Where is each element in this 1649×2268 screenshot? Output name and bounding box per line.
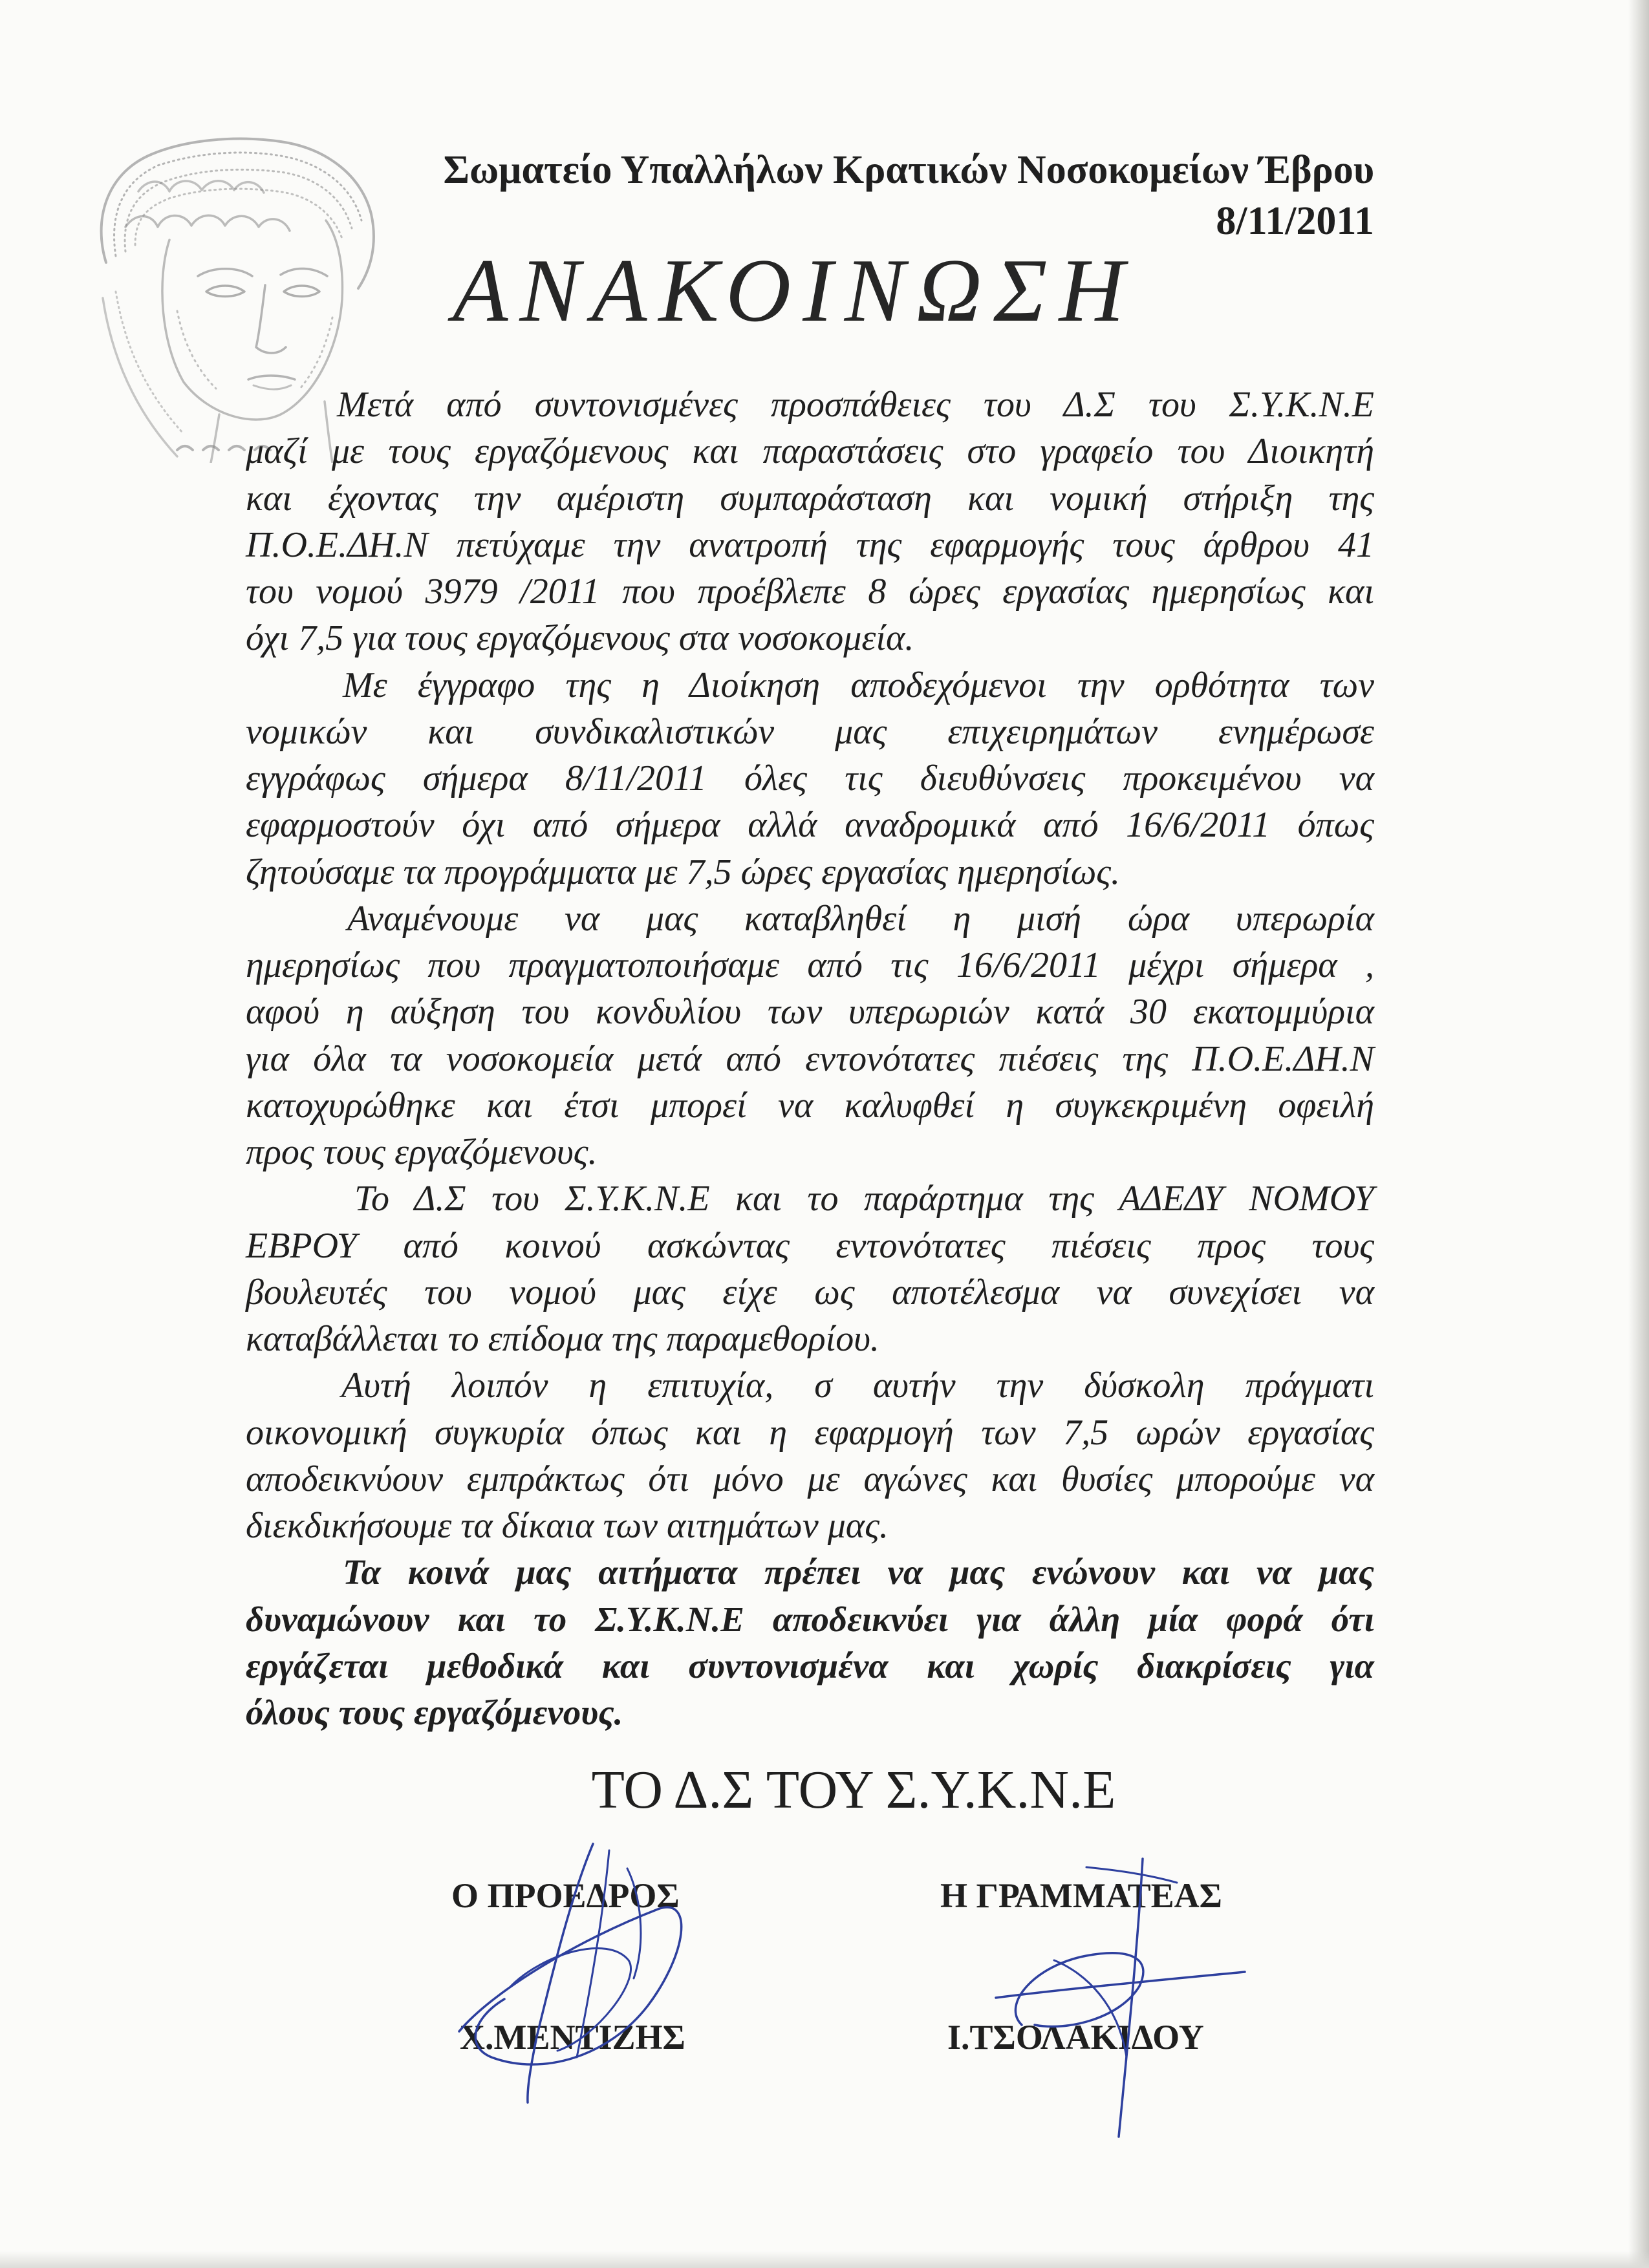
body-line: οικονομική συγκυρία όπως και η εφαρμογή των 7,5 ωρών εργασίας (246, 1412, 1374, 1453)
sketch-nose (256, 285, 286, 353)
signature-stroke (459, 1907, 682, 2064)
sketch-brow (281, 268, 327, 276)
sketch-cheek-shading (177, 311, 216, 389)
signature-stroke (1086, 1867, 1177, 1883)
closing-line: όλους τους εργαζόμενους. (246, 1693, 623, 1732)
body-line: εγγράφως σήμερα 8/11/2011 όλες τις διευθύνσεις προκειμένου να (246, 758, 1374, 798)
signature-stroke (511, 1948, 630, 2051)
sketch-shoulder (103, 298, 177, 456)
paragraph-5 (246, 1362, 1374, 1549)
announcement-title: ΑΝΑΚΟΙΝΩΣΗ (453, 241, 1136, 341)
body-line: διεκδικήσουμε τα δίκαια των αιτημάτων μας. (246, 1506, 889, 1546)
paragraph-2 (246, 662, 1374, 895)
body-line: κατοχυρώθηκε και έτσι μπορεί να καλυφθεί η συγκεκριμένη οφειλή (246, 1085, 1374, 1126)
body-line: Π.Ο.Ε.ΔΗ.Ν πετύχαμε την ανατροπή της εφαρμογής τους άρθρου 41 (246, 524, 1374, 565)
paragraph-1 (246, 381, 1374, 662)
president-signature (414, 1823, 724, 2121)
secretary-role: Η ΓΡΑΜΜΑΤΕΑΣ (940, 1876, 1222, 1915)
body-line: Αναμένουμε να μας καταβληθεί η μισή ώρα υπερωρία (347, 898, 1374, 939)
signature-stroke (996, 1972, 1245, 1998)
sketch-mouth (248, 376, 295, 380)
body-line: νομικών και συνδικαλιστικών μας επιχειρημάτων ενημέρωσε (246, 711, 1374, 752)
signature-stroke (1015, 1953, 1143, 2027)
closing-line: εργάζεται μεθοδικά και συντονισμένα και χωρίς διακρίσεις για (246, 1645, 1374, 1685)
sketch-eye (284, 286, 319, 297)
body-line: εφαρμοστούν όχι από σήμερα αλλά αναδρομικά από 16/6/2011 όπως (246, 805, 1374, 846)
scan-edge-right (1628, 0, 1649, 2268)
announcement-date: 8/11/2011 (1216, 199, 1374, 243)
president-role: Ο ΠΡΟΕΔΡΟΣ (451, 1876, 680, 1915)
sketch-eye (206, 286, 244, 297)
body-line: όχι 7,5 για τους εργαζόμενους στα νοσοκομεία. (246, 618, 914, 659)
sketch-brow (198, 269, 252, 276)
body-line: ΕΒΡΟΥ από κοινού ασκώντας εντονότατες πιέσεις προς τους (246, 1225, 1374, 1266)
body-line: μαζί με τους εργαζόμενους και παραστάσεις στο γραφείο του Διοικητή (246, 431, 1374, 472)
body-line: Μετά από συντονισμένες προσπάθειες του Δ.Σ του Σ.Υ.Κ.Ν.Ε (337, 385, 1374, 425)
sketch-hair-curls (138, 181, 264, 193)
paragraph-3 (246, 895, 1374, 1176)
body-line: αποδεικνύουν εμπράκτως ότι μόνο με αγώνες και θυσίες μπορούμε να (246, 1459, 1374, 1499)
body-line: και έχοντας την αμέριστη συμπαράσταση και νομική στήριξη της (246, 478, 1374, 519)
body-line: ζητούσαμε τα προγράμματα με 7,5 ώρες εργασίας ημερησίως. (246, 851, 1121, 892)
body-line: Αυτή λοιπόν η επιτυχία, σ αυτήν την δύσκολη πράγματι (341, 1365, 1374, 1406)
announcement-body (246, 381, 1374, 1736)
secretary-name: Ι.ΤΣΟΛΑΚΙΔΟΥ (947, 2018, 1204, 2057)
board-signature-heading: ΤΟ Δ.Σ ΤΟΥ Σ.Υ.Κ.Ν.Ε (591, 1760, 1116, 1820)
organization-name: Σωματείο Υπαλλήλων Κρατικών Νοσοκομείων Έβρου (443, 148, 1374, 192)
secretary-signature (905, 1810, 1293, 2146)
body-line: βουλευτές του νομού μας είχε ως αποτέλεσμα να συνεχίσει να (246, 1272, 1374, 1312)
closing-line: δυναμώνουν και το Σ.Υ.Κ.Ν.Ε αποδεικνύει για άλλη μία φορά ότι (246, 1599, 1374, 1639)
scan-edge-bottom (0, 2251, 1649, 2268)
body-line: ημερησίως που πραγματοποιήσαμε από τις 16/6/2011 μέχρι σήμερα , (246, 945, 1374, 985)
body-line: για όλα τα νοσοκομεία μετά από εντονότατες πιέσεις της Π.Ο.Ε.ΔΗ.Ν (246, 1038, 1374, 1079)
paragraph-4 (246, 1175, 1374, 1362)
body-line: καταβάλλεται το επίδομα της παραμεθορίου. (246, 1319, 879, 1359)
closing-paragraph (246, 1549, 1374, 1736)
sketch-neck (211, 414, 219, 463)
body-line: προς τους εργαζόμενους. (246, 1132, 598, 1172)
president-name: Χ.ΜΕΝΤΙΖΗΣ (460, 2018, 685, 2057)
signature-stroke (577, 1850, 609, 2057)
body-line: αφού η αύξηση του κονδυλίου των υπερωριών κατά 30 εκατομμύρια (246, 992, 1374, 1032)
body-line: Με έγγραφο της η Διοίκηση αποδεχόμενοι την ορθότητα των (343, 665, 1374, 705)
body-line: Το Δ.Σ του Σ.Υ.Κ.Ν.Ε και το παράρτημα της ΑΔΕΔΥ ΝΟΜΟΥ (354, 1179, 1374, 1219)
body-line: του νομού 3979 /2011 που προέβλεπε 8 ώρες εργασίας ημερησίως και (246, 572, 1374, 612)
sketch-cheek-shading (300, 317, 332, 389)
closing-line: Τα κοινά μας αιτήματα πρέπει να μας ενώνουν και να μας (343, 1552, 1374, 1592)
